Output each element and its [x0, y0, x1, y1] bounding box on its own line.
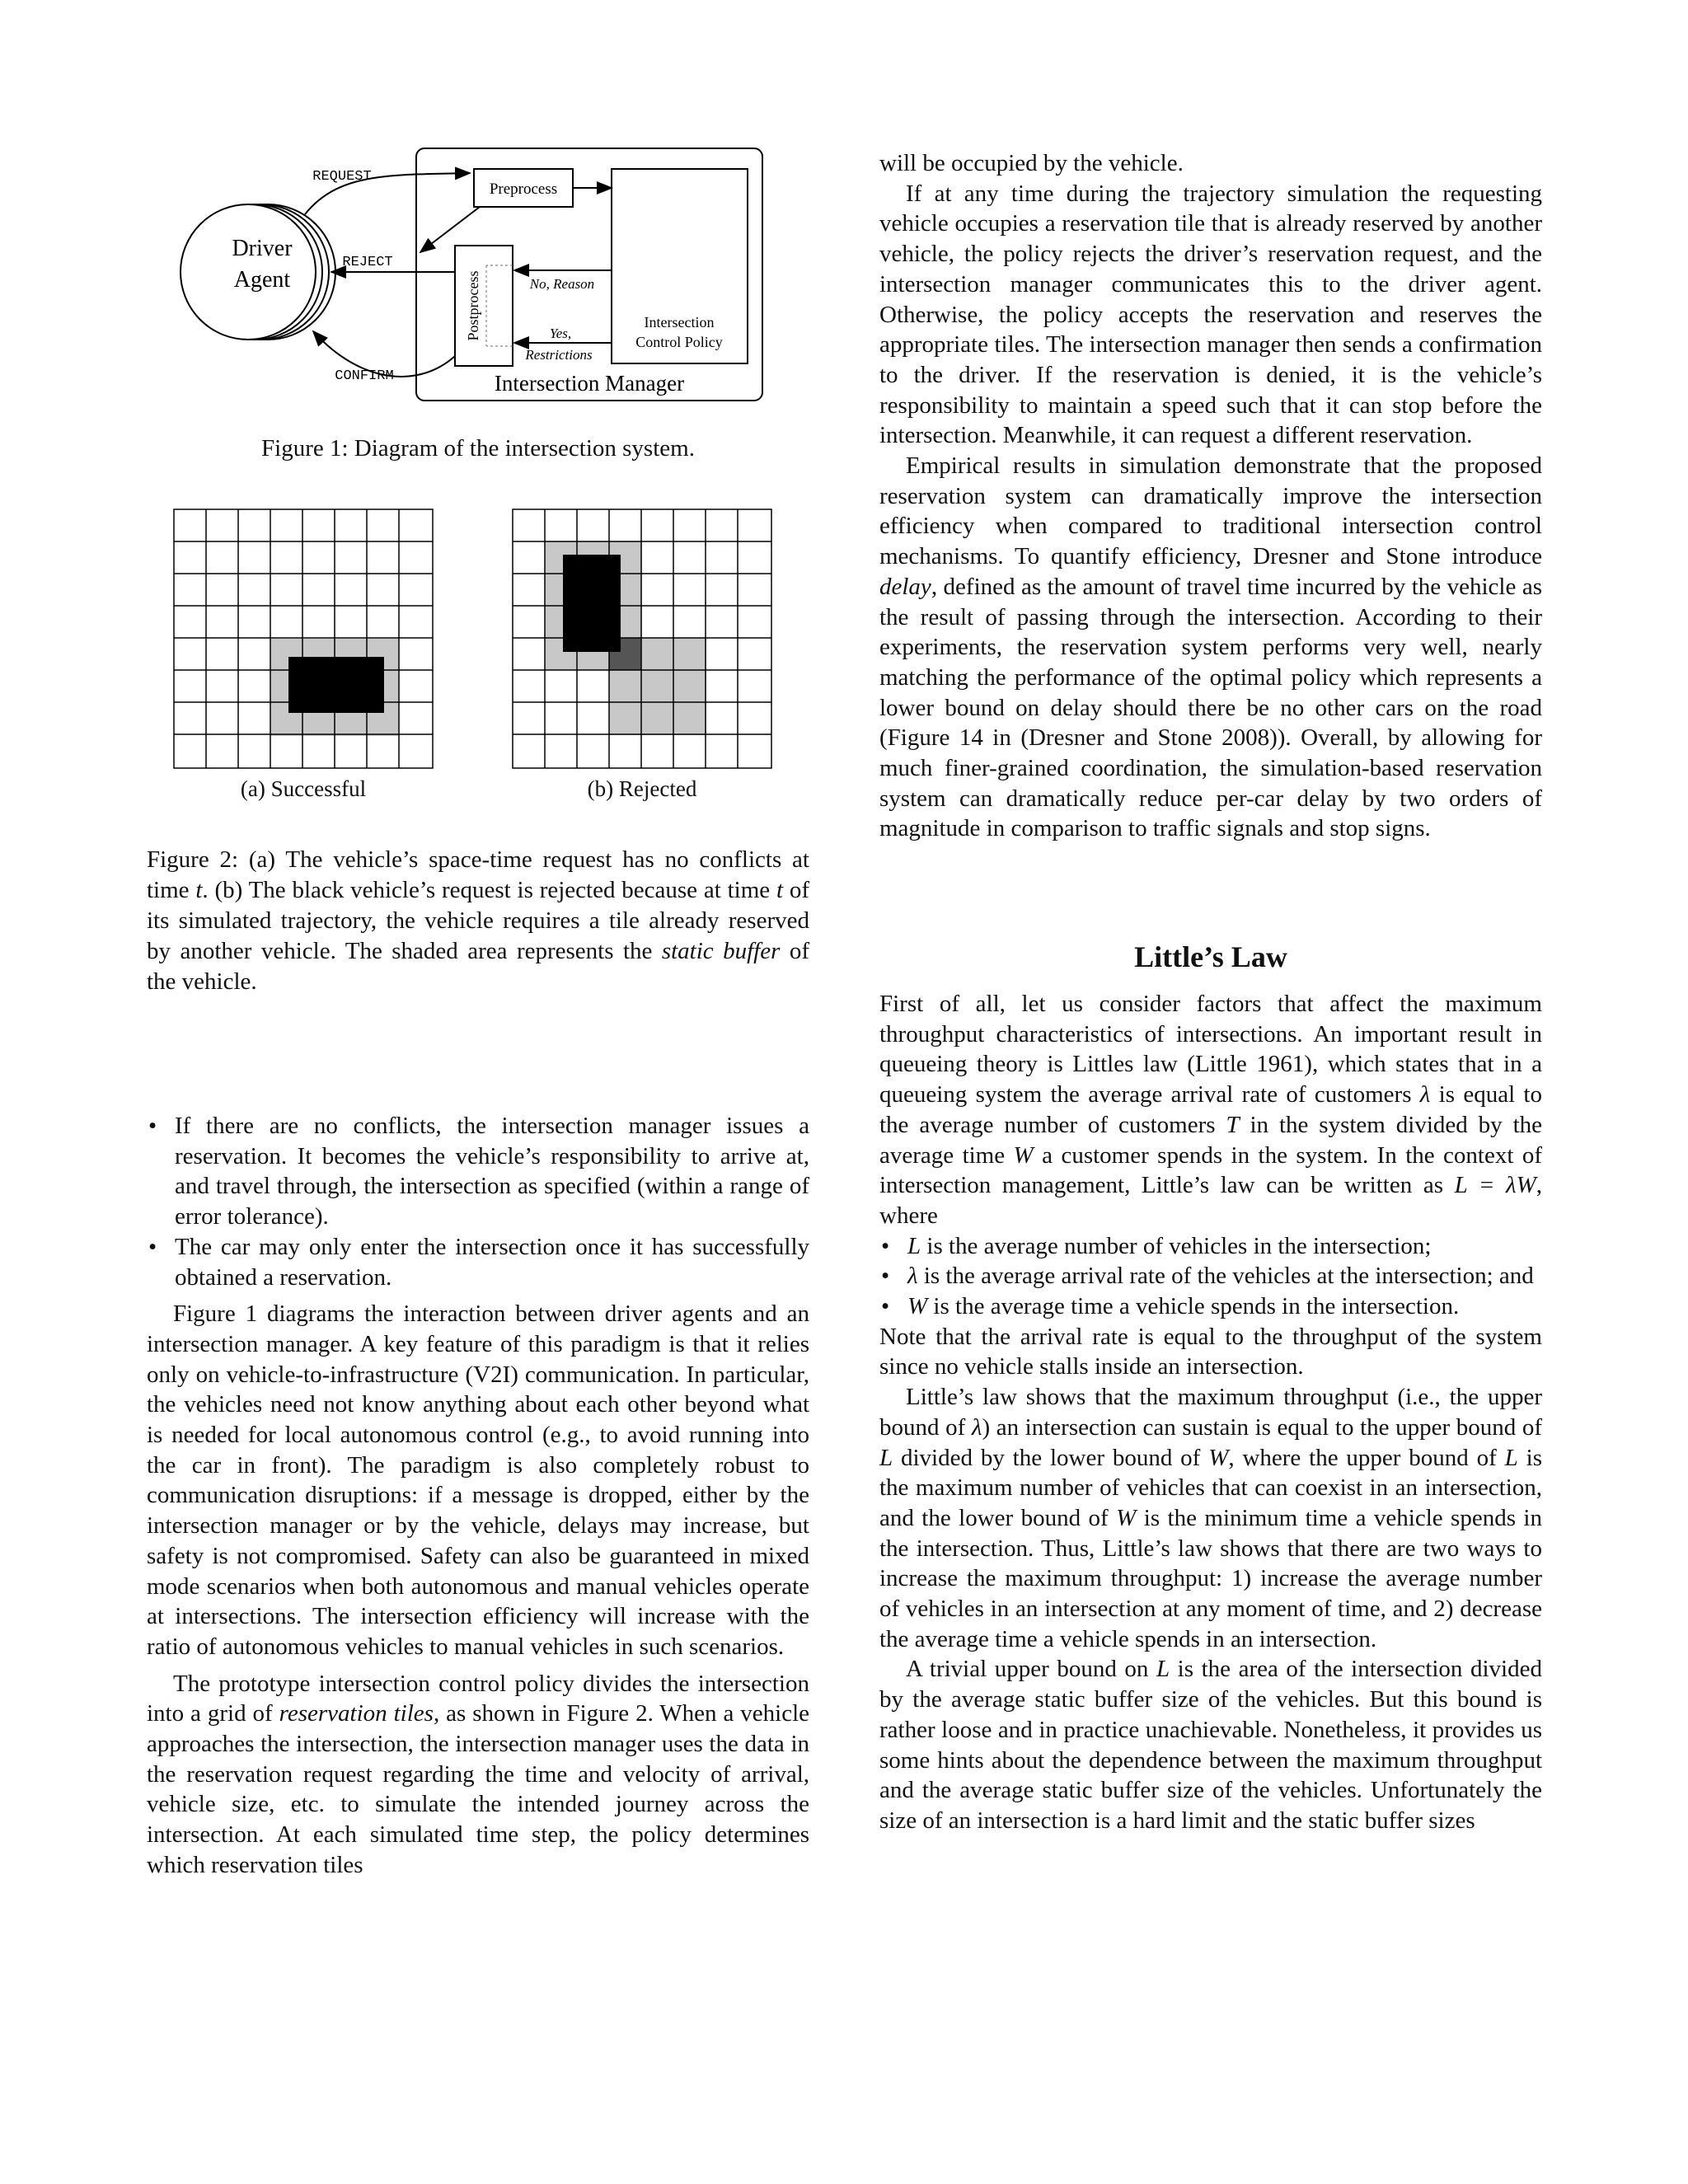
- reservation-grid-rejected: [512, 509, 772, 769]
- postprocess-box: [455, 246, 513, 366]
- agent-label: Agent: [233, 267, 291, 293]
- restrictions-label: Restrictions: [525, 347, 593, 363]
- intersection-system-diagram: [173, 140, 767, 412]
- paragraph: will be occupied by the vehicle.: [879, 150, 1184, 176]
- definition-list: [879, 1231, 1542, 1322]
- reservation-grid-successful: [173, 509, 434, 769]
- no-reason-label: No, Reason: [529, 276, 595, 292]
- subcaption-rejected: (b) Rejected: [587, 776, 697, 801]
- right-column-text-top: [879, 148, 1542, 844]
- figure1-caption: Figure 1: Diagram of the intersection system.: [261, 435, 695, 462]
- reject-label: REJECT: [342, 255, 393, 270]
- list-item: • L is the average number of vehicles in the intersection;: [879, 1231, 1542, 1262]
- paragraph: A trivial upper bound on L is the area of the intersection divided by the average static buffer size of the vehicles. But this bound is rather loose and in practice unachievable. Nonetheless, it provides us some hints about the dependence between the maximum throughput and the average static buffer size of the vehicles. Unfortunately the size of an intersection is a hard limit and the static buffer sizes: [879, 1656, 1542, 1834]
- right-column-text-bottom: [879, 989, 1542, 1836]
- driver-label: Driver: [232, 236, 293, 261]
- list-item: • W is the average time a vehicle spends in the intersection.: [879, 1291, 1542, 1322]
- figure2-caption: Figure 2: (a) The vehicle’s space-time request has no conflicts at time t. (b) The black vehicle’s request is rejected because at time t of its simulated trajectory, the vehicle requires a tile already reserved by another vehicle. The shaded area represents the static buffer of the vehicle.: [147, 846, 809, 995]
- subcaption-successful: (a) Successful: [240, 776, 367, 801]
- confirm-label: CONFIRM: [335, 368, 394, 384]
- paragraph: Note that the arrival rate is equal to the throughput of the system since no vehicle stalls inside an intersection.: [879, 1323, 1542, 1380]
- list-item: • If there are no conflicts, the intersection manager issues a reservation. It becomes the vehicle’s responsibility to arrive at, and travel through, the intersection as specified (within a range of error tolerance).: [147, 1111, 809, 1232]
- paragraph: Figure 1 diagrams the interaction between driver agents and an intersection manager. A key feature of this paradigm is that it relies only on vehicle-to-infrastructure (V2I) communication. In particular, the vehicles need not know anything about each other beyond what is needed for local autonomous control (e.g., to avoid running into the car in front). The paradigm is also completely robust to communication disruptions: if a message is dropped, either by the intersection manager or by the vehicle, delays may increase, but safety is not compromised. Safety can also be guaranteed in mixed mode scenarios when both autonomous and manual vehicles operate at intersections. The intersection efficiency will increase with the ratio of autonomous vehicles to manual vehicles in such scenarios.: [147, 1301, 809, 1660]
- paragraph: If at any time during the trajectory simulation the requesting vehicle occupies a reservation tile that is already reserved by another vehicle, the policy rejects the driver’s reservation request, and the intersection manager communicates this to the driver agent. Otherwise, the policy accepts the reservation and reserves the appropriate tiles. The intersection manager then sends a confirmation to the driver. If the reservation is denied, it is the vehicle’s responsibility to maintain a speed such that it can stop before the intersection. Meanwhile, it can request a different reservation.: [879, 180, 1542, 449]
- paragraph: First of all, let us consider factors that affect the maximum throughput characteristics of intersections. An important result in queueing theory is Littles law (Little 1961), which states that in a queueing system the average arrival rate of customers λ is equal to the average number of customers T in the system divided by the average time W a customer spends in the system. In the context of intersection management, Little’s law can be written as L = λW, where: [879, 991, 1542, 1229]
- bullet-list: [147, 1111, 809, 1292]
- list-item: • The car may only enter the intersection once it has successfully obtained a reservation.: [147, 1232, 809, 1292]
- paragraph: Little’s law shows that the maximum throughput (i.e., the upper bound of λ) an intersection can sustain is equal to the upper bound of L divided by the lower bound of W, where the upper bound of L is the maximum number of vehicles that can coexist in an intersection, and the lower bound of W is the minimum time a vehicle spends in the intersection. Thus, Little’s law shows that there are two ways to increase the maximum throughput: 1) increase the average number of vehicles in an intersection at any moment of time, and 2) decrease the average time a vehicle spends in an intersection.: [879, 1384, 1543, 1652]
- left-column-text: [147, 1111, 809, 1881]
- intersection-label: Intersection: [644, 314, 715, 330]
- section-heading: Little’s Law: [1134, 940, 1287, 973]
- postprocess-label: Postprocess: [465, 270, 481, 341]
- request-label: REQUEST: [312, 169, 372, 185]
- preprocess-label: Preprocess: [489, 180, 558, 198]
- list-item: • λ is the average arrival rate of the vehicles at the intersection; and: [879, 1261, 1542, 1291]
- paragraph: Empirical results in simulation demonstrate that the proposed reservation system can dramatically improve the intersection efficiency when compared to traditional intersection control mechanisms. To quantify efficiency, Dresner and Stone introduce delay, defined as the amount of travel time incurred by the vehicle as the result of passing through the intersection. According to their experiments, the reservation system performs very well, nearly matching the performance of the optimal policy which represents a lower bound on delay should there be no other cars on the road (Figure 14 in (Dresner and Stone 2008)). Overall, by allowing for much finer-grained coordination, the simulation-based reservation system can dramatically reduce per-car delay by two orders of magnitude in comparison to traffic signals and stop signs.: [879, 452, 1542, 842]
- paragraph: The prototype intersection control policy divides the intersection into a grid of reservation tiles, as shown in Figure 2. When a vehicle approaches the intersection, the intersection manager uses the data in the reservation request regarding the time and velocity of arrival, vehicle size, etc. to simulate the intended journey across the intersection. At each simulated time step, the policy determines which reservation tiles: [147, 1670, 810, 1878]
- control-policy-label: Control Policy: [635, 334, 723, 350]
- yes-label: Yes,: [549, 326, 572, 341]
- intersection-manager-label: Intersection Manager: [494, 371, 685, 396]
